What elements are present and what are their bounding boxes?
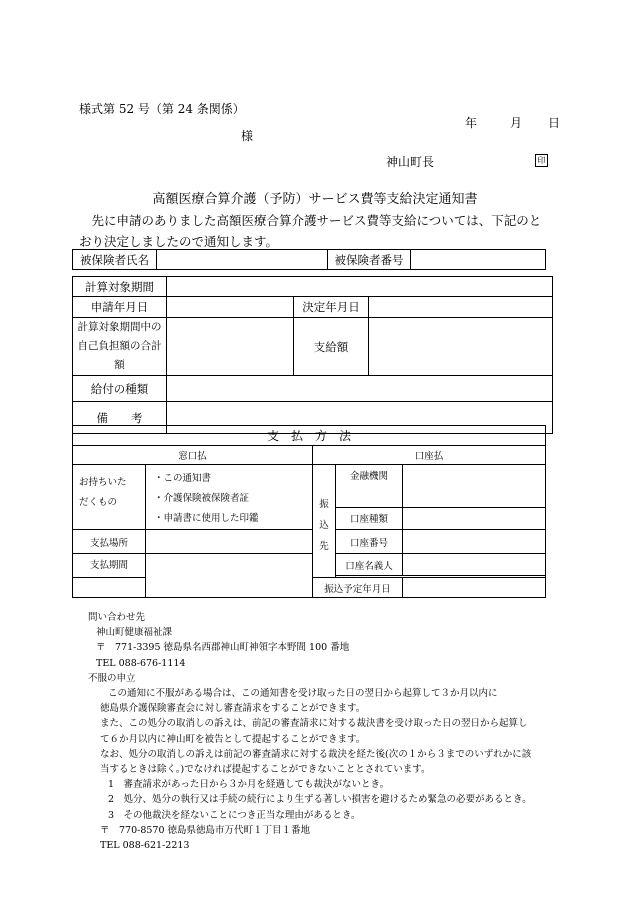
- bring-items-label: [73, 465, 146, 530]
- contact-address: 〒 771-3395 徳島県名西郡神山町神領字本野間 100 番地: [96, 642, 350, 654]
- amount-value: [369, 318, 553, 376]
- appeal-item: 2 処分、処分の執行又は手続の続行により生ずる著しい損害を避けるため緊急の必要があるとき。: [108, 794, 532, 806]
- document-title: 高額医療合算介護（予防）サービス費等支給決定通知書: [152, 192, 478, 207]
- appeal-line: 徳島県介護保険審査会に対し審査請求をすることができます。: [100, 703, 366, 715]
- insured-name-label: 被保険者氏名: [73, 250, 157, 270]
- contact-tel: TEL 088-676-1114: [96, 657, 186, 669]
- date-year: 年: [465, 116, 478, 130]
- form-number: 様式第 52 号（第 24 条関係）: [79, 102, 245, 116]
- copay-label-line2: 自己負担額の合計額: [77, 340, 162, 371]
- appeal-line: て６か月以内に神山町を被告として提起することができます。: [100, 733, 366, 745]
- payment-table: [72, 425, 546, 598]
- appeal-item: 1 審査請求があった日から３か月を経過しても裁決がないとき。: [108, 779, 390, 791]
- account-holder-label: 口座名義人: [336, 554, 403, 576]
- recipient-suffix: 様: [241, 129, 254, 143]
- benefit-type-value: [167, 376, 553, 402]
- insured-number-label: 被保険者番号: [328, 250, 411, 270]
- calc-period-label: 計算対象期間: [73, 277, 167, 297]
- place-value: [146, 530, 313, 554]
- bring-label-line2: だくもの: [79, 497, 118, 508]
- copay-total-label: [73, 318, 167, 376]
- appeal-item: 3 その他裁決を経ないことにつき正当な理由があるとき。: [108, 809, 361, 821]
- bank-label: 金融機関: [336, 465, 403, 508]
- contact-heading: 問い合わせ先: [88, 612, 146, 623]
- transfer-char: 振: [319, 498, 329, 510]
- bank-value: [403, 465, 546, 508]
- remarks-label: 備 考: [73, 402, 167, 434]
- appeal-line: 当するときは除く。)でなければ提起することができないこととされています。: [100, 764, 431, 776]
- window-header: 窓口払: [73, 446, 313, 465]
- period-label: 支払期間: [73, 554, 146, 578]
- account-type-value: [403, 507, 546, 529]
- insured-table: [72, 249, 546, 270]
- transfer-date-label: 振込予定年月日: [313, 578, 403, 598]
- transfer-date-value: [403, 578, 546, 598]
- seal-mark: 印: [535, 154, 548, 167]
- appeal-line: この通知に不服がある場合は、この通知書を受け取った日の翌日から起算して３か月以内に: [108, 688, 498, 700]
- appeal-tel: TEL 088-621-2213: [100, 840, 190, 852]
- apply-date-value: [167, 297, 294, 318]
- insured-number-value: [411, 250, 546, 270]
- bring-item: ・介護保険被保険者証: [154, 493, 250, 504]
- account-holder-value: [403, 554, 546, 576]
- transfer-char: 込: [319, 519, 329, 531]
- account-type-label: 口座種類: [336, 507, 403, 529]
- bring-label-line1: お持ちいた: [79, 477, 127, 488]
- period-value: [146, 554, 313, 598]
- transfer-destination-label: [313, 465, 336, 578]
- bring-item: ・この通知書: [154, 473, 212, 484]
- appeal-address: 〒 770-8570 徳島県徳島市万代町１丁目１番地: [100, 824, 311, 836]
- copay-label-line1: 計算対象期間中の: [77, 321, 162, 333]
- place-label: 支払場所: [73, 530, 146, 554]
- date-day: 日: [548, 116, 561, 130]
- account-number-label: 口座番号: [336, 530, 403, 554]
- contact-department: 神山町健康福祉課: [96, 627, 173, 639]
- account-header: 口座払: [313, 446, 546, 465]
- appeal-line: また、この処分の取消しの訴えは、前記の審査請求に対する裁決書を受け取った日の翌日から起算し: [100, 718, 528, 730]
- decision-date-value: [369, 297, 553, 318]
- notes-section: [88, 610, 558, 853]
- intro-paragraph: 先に申請のありました高額医療合算介護サービス費等支給については、下記のとおり決定しましたので通知します。: [79, 213, 542, 249]
- apply-date-label: 申請年月日: [73, 297, 167, 318]
- date-line: [465, 114, 560, 131]
- insured-name-value: [157, 250, 328, 270]
- decision-date-label: 決定年月日: [294, 297, 369, 318]
- appeal-heading: 不服の申立: [88, 672, 136, 684]
- bring-items-list: [146, 465, 313, 530]
- bring-item: ・申請書に使用した印鑑: [154, 513, 259, 524]
- issuer: 神山町長: [386, 155, 435, 169]
- transfer-char: 先: [319, 540, 329, 552]
- benefit-type-label: 給付の種類: [73, 376, 167, 402]
- period-label-bottom: [73, 578, 146, 598]
- date-month: 月: [510, 116, 523, 130]
- copay-total-value: [167, 318, 294, 376]
- appeal-line: なお、処分の取消しの訴えは前記の審査請求に対する裁決を経た後(次の１から３までのいずれかに該: [100, 748, 532, 760]
- payment-title: 支 払 方 法: [73, 426, 546, 446]
- calculation-table: [72, 276, 553, 434]
- account-number-value: [403, 530, 546, 554]
- calc-period-value: [167, 277, 553, 297]
- amount-label: 支給額: [294, 318, 369, 376]
